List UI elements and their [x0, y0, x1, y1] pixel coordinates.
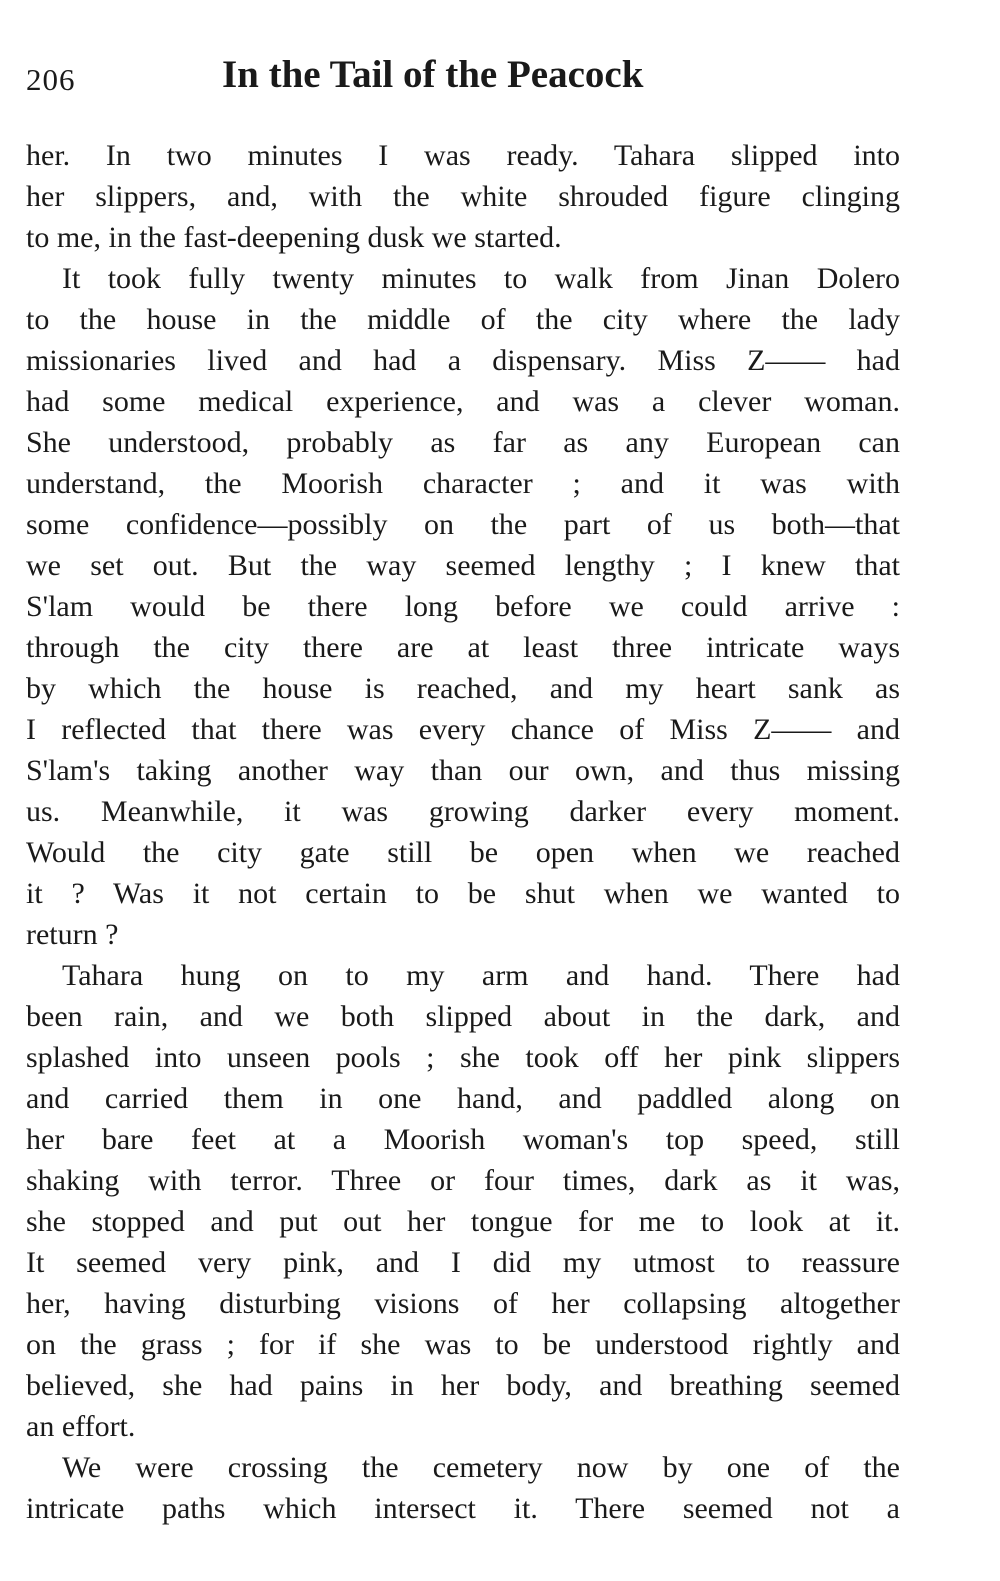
- page-number: 206: [26, 62, 76, 97]
- text-line: Tahara hung on to my arm and hand. There had: [62, 959, 900, 992]
- text-line: her, having disturbing visions of her collapsing altogether: [26, 1287, 900, 1320]
- text-line: on the grass ; for if she was to be understood rightly and: [26, 1328, 900, 1361]
- page-header: [26, 52, 900, 112]
- text-line: She understood, probably as far as any European can: [26, 426, 900, 459]
- text-line: it ? Was it not certain to be shut when we wanted to: [26, 877, 900, 910]
- text-line: S'lam's taking another way than our own, and thus missing: [26, 754, 900, 787]
- text-line: intricate paths which intersect it. There seemed not a: [26, 1492, 900, 1525]
- text-line: by which the house is reached, and my heart sank as: [26, 672, 900, 705]
- text-line: I reflected that there was every chance of Miss Z—— and: [26, 713, 900, 746]
- text-line: and carried them in one hand, and paddled along on: [26, 1082, 900, 1115]
- text-line: missionaries lived and had a dispensary. Miss Z—— had: [26, 344, 900, 377]
- text-line: her. In two minutes I was ready. Tahara slipped into: [26, 139, 900, 172]
- text-line: we set out. But the way seemed lengthy ; I knew that: [26, 549, 900, 582]
- text-line: her slippers, and, with the white shrouded figure clinging: [26, 180, 900, 213]
- text-line: us. Meanwhile, it was growing darker every moment.: [26, 795, 900, 828]
- text-line: she stopped and put out her tongue for me to look at it.: [26, 1205, 900, 1238]
- text-line: been rain, and we both slipped about in the dark, and: [26, 1000, 900, 1033]
- text-line: through the city there are at least three intricate ways: [26, 631, 900, 664]
- text-line: It took fully twenty minutes to walk from Jinan Dolero: [62, 262, 900, 295]
- text-line: return ?: [26, 918, 119, 951]
- text-line: It seemed very pink, and I did my utmost to reassure: [26, 1246, 900, 1279]
- text-line: believed, she had pains in her body, and breathing seemed: [26, 1369, 900, 1402]
- text-line: had some medical experience, and was a clever woman.: [26, 385, 900, 418]
- text-line: splashed into unseen pools ; she took off her pink slippers: [26, 1041, 900, 1074]
- text-line: some confidence—possibly on the part of us both—that: [26, 508, 900, 541]
- running-title: In the Tail of the Peacock: [222, 53, 644, 96]
- text-line: Would the city gate still be open when we reached: [26, 836, 900, 869]
- text-line: an effort.: [26, 1410, 136, 1443]
- text-line: understand, the Moorish character ; and it was with: [26, 467, 900, 500]
- text-line: S'lam would be there long before we could arrive :: [26, 590, 900, 623]
- text-line: We were crossing the cemetery now by one of the: [62, 1451, 900, 1484]
- body-text: [26, 135, 900, 1529]
- text-line: to the house in the middle of the city where the lady: [26, 303, 900, 336]
- text-line: shaking with terror. Three or four times, dark as it was,: [26, 1164, 900, 1197]
- text-line: her bare feet at a Moorish woman's top speed, still: [26, 1123, 900, 1156]
- text-line: to me, in the fast-deepening dusk we started.: [26, 221, 562, 254]
